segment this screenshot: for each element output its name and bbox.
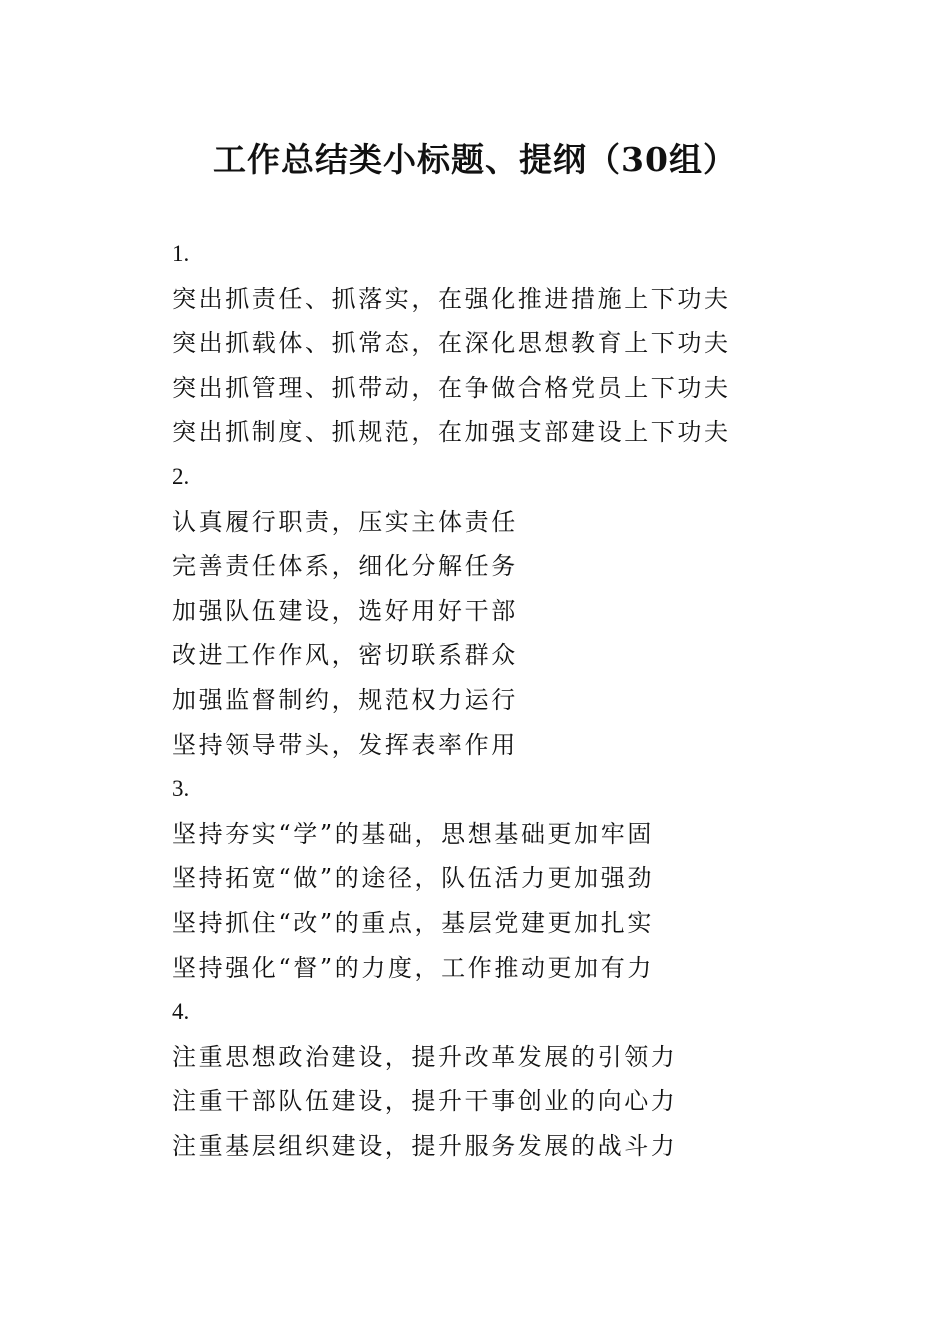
outline-line: 完善责任体系，细化分解任务 — [172, 552, 518, 581]
outline-line: 加强队伍建设，选好用好干部 — [172, 596, 518, 625]
outline-line: 坚持夯实“学”的基础，思想基础更加牢固 — [172, 819, 654, 848]
outline-line: 认真履行职责，压实主体责任 — [172, 507, 518, 536]
outline-line: 坚持抓住“改”的重点，基层党建更加扎实 — [172, 908, 654, 937]
outline-line: 加强监督制约，规范权力运行 — [172, 685, 518, 714]
outline-line: 改进工作作风，密切联系群众 — [172, 641, 518, 670]
page-title: 工作总结类小标题、提纲（30组） — [213, 140, 737, 179]
section-number: 2. — [172, 463, 190, 489]
outline-line: 坚持拓宽“做”的途径，队伍活力更加强劲 — [172, 864, 654, 893]
document-body — [172, 232, 872, 1168]
section-number: 1. — [172, 241, 190, 266]
outline-line: 突出抓制度、抓规范，在加强支部建设上下功夫 — [172, 418, 731, 447]
section-number: 4. — [172, 999, 190, 1025]
outline-line: 注重基层组织建设，提升服务发展的战斗力 — [172, 1131, 678, 1160]
outline-line: 注重思想政治建设，提升改革发展的引领力 — [172, 1042, 678, 1071]
outline-line: 注重干部队伍建设，提升干事创业的向心力 — [172, 1087, 678, 1116]
outline-line: 突出抓责任、抓落实，在强化推进措施上下功夫 — [172, 284, 731, 313]
outline-line: 突出抓管理、抓带动，在争做合格党员上下功夫 — [172, 373, 731, 402]
section-number: 3. — [172, 776, 190, 802]
outline-line: 坚持强化“督”的力度，工作推动更加有力 — [172, 953, 654, 982]
outline-line: 突出抓载体、抓常态，在深化思想教育上下功夫 — [172, 329, 731, 358]
outline-line: 坚持领导带头，发挥表率作用 — [172, 730, 518, 759]
